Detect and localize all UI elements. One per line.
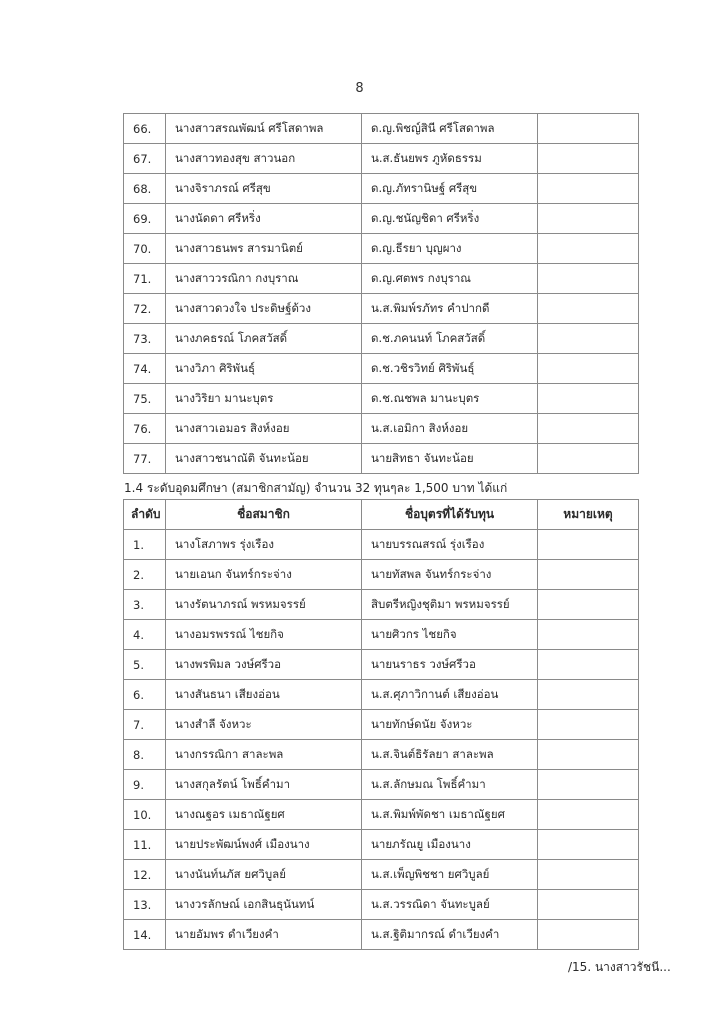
row-number-cell: 66. — [124, 114, 166, 144]
member-name-cell: นางวิริยา มานะบุตร — [166, 384, 362, 414]
table-row — [124, 800, 639, 830]
child-name-cell: ด.ญ.ศตพร กงบุราณ — [362, 264, 538, 294]
note-cell — [538, 234, 639, 264]
note-cell — [538, 680, 639, 710]
note-cell — [538, 530, 639, 560]
child-name-cell: นายทัสพล จันทร์กระจ่าง — [362, 560, 538, 590]
row-number-cell: 68. — [124, 174, 166, 204]
child-name-cell: นายบรรณสรณ์ รุ่งเรือง — [362, 530, 538, 560]
child-name-cell: ด.ญ.พิชญ์สินี ศรีโสดาพล — [362, 114, 538, 144]
section-heading: 1.4 ระดับอุดมศึกษา (สมาชิกสามัญ) จำนวน 32 ทุนๆละ 1,500 บาท ได้แก่ — [124, 481, 508, 495]
note-cell — [538, 204, 639, 234]
row-number-cell: 72. — [124, 294, 166, 324]
child-name-cell: นายนราธร วงษ์ศรีวอ — [362, 650, 538, 680]
note-cell — [538, 354, 639, 384]
row-number-cell: 2. — [124, 560, 166, 590]
table-row — [124, 444, 639, 474]
table-row — [124, 174, 639, 204]
table-row — [124, 680, 639, 710]
table-row — [124, 920, 639, 950]
child-name-cell: ด.ช.ณชพล มานะบุตร — [362, 384, 538, 414]
table-row — [124, 114, 639, 144]
table-row — [124, 204, 639, 234]
child-name-cell: นายภรัณยู เมืองนาง — [362, 830, 538, 860]
child-name-cell: นายศิวกร ไชยกิจ — [362, 620, 538, 650]
note-cell — [538, 384, 639, 414]
table-row — [124, 830, 639, 860]
child-name-cell: สิบตรีหญิงชุติมา พรหมจรรย์ — [362, 590, 538, 620]
member-name-cell: นางสาวทองสุข สาวนอก — [166, 144, 362, 174]
row-number-cell: 71. — [124, 264, 166, 294]
member-name-cell: นางสาวสรณพัฒน์ ศรีโสดาพล — [166, 114, 362, 144]
child-name-cell: น.ส.ศุภาวิกานต์ เสียงอ่อน — [362, 680, 538, 710]
member-name-cell: นางวิภา ศิริพันธุ์ — [166, 354, 362, 384]
member-name-cell: นางนันท์นภัส ยศวิบูลย์ — [166, 860, 362, 890]
child-name-cell: น.ส.เพ็ญพิชชา ยศวิบูลย์ — [362, 860, 538, 890]
member-name-cell: นางสาววรณิกา กงบุราณ — [166, 264, 362, 294]
note-cell — [538, 590, 639, 620]
table-row — [124, 414, 639, 444]
page-number: 8 — [355, 81, 364, 96]
note-cell — [538, 144, 639, 174]
row-number-cell: 73. — [124, 324, 166, 354]
row-number-cell: 70. — [124, 234, 166, 264]
table-row — [124, 740, 639, 770]
child-name-cell: น.ส.วรรณิดา จันทะบูลย์ — [362, 890, 538, 920]
row-number-cell: 77. — [124, 444, 166, 474]
note-cell — [538, 890, 639, 920]
continuation-note: /15. นางสาวรัชนี... — [568, 960, 671, 974]
member-name-cell: นางสำลี จังหวะ — [166, 710, 362, 740]
child-name-cell: น.ส.ฐิติมากรณ์ ดำเวียงคำ — [362, 920, 538, 950]
member-name-cell: นางณฐอร เมธาณัฐยศ — [166, 800, 362, 830]
row-number-cell: 67. — [124, 144, 166, 174]
member-name-cell: นางกรรณิกา สาละพล — [166, 740, 362, 770]
child-name-cell: น.ส.ธันยพร ภูหัดธรรม — [362, 144, 538, 174]
note-cell — [538, 740, 639, 770]
child-name-cell: น.ส.ลักษมณ โพธิ์คำมา — [362, 770, 538, 800]
member-name-cell: นางพรพิมล วงษ์ศรีวอ — [166, 650, 362, 680]
member-name-cell: นางสาวดวงใจ ประดิษฐ์ด้วง — [166, 294, 362, 324]
table-row — [124, 354, 639, 384]
row-number-cell: 1. — [124, 530, 166, 560]
row-number-cell: 8. — [124, 740, 166, 770]
header-note: หมายเหตุ — [538, 500, 639, 530]
member-name-cell: นายอัมพร ดำเวียงคำ — [166, 920, 362, 950]
table-row — [124, 620, 639, 650]
row-number-cell: 6. — [124, 680, 166, 710]
note-cell — [538, 444, 639, 474]
child-name-cell: น.ส.เอมิกา สิงห์งอย — [362, 414, 538, 444]
row-number-cell: 69. — [124, 204, 166, 234]
note-cell — [538, 174, 639, 204]
row-number-cell: 4. — [124, 620, 166, 650]
member-name-cell: นางภคธรณ์ โภคสวัสดิ์ — [166, 324, 362, 354]
member-name-cell: นางสกุลรัตน์ โพธิ์คำมา — [166, 770, 362, 800]
scholarship-table-higher-education — [123, 499, 639, 950]
note-cell — [538, 294, 639, 324]
note-cell — [538, 650, 639, 680]
row-number-cell: 76. — [124, 414, 166, 444]
header-child: ชื่อบุตรที่ได้รับทุน — [362, 500, 538, 530]
member-name-cell: นางสาวชนาณัติ จันทะน้อย — [166, 444, 362, 474]
note-cell — [538, 620, 639, 650]
member-name-cell: นางรัตนาภรณ์ พรหมจรรย์ — [166, 590, 362, 620]
row-number-cell: 75. — [124, 384, 166, 414]
table-row — [124, 560, 639, 590]
note-cell — [538, 114, 639, 144]
child-name-cell: ด.ญ.ธีรยา บุญผาง — [362, 234, 538, 264]
member-name-cell: นางสาวธนพร สารมานิตย์ — [166, 234, 362, 264]
note-cell — [538, 800, 639, 830]
note-cell — [538, 830, 639, 860]
table-row — [124, 650, 639, 680]
member-name-cell: นางสันธนา เสียงอ่อน — [166, 680, 362, 710]
row-number-cell: 14. — [124, 920, 166, 950]
note-cell — [538, 860, 639, 890]
member-name-cell: นางอมรพรรณ์ ไชยกิจ — [166, 620, 362, 650]
child-name-cell: นายสิทธา จันทะน้อย — [362, 444, 538, 474]
table-row — [124, 890, 639, 920]
child-name-cell: นายทักษ์ดนัย จังหวะ — [362, 710, 538, 740]
row-number-cell: 12. — [124, 860, 166, 890]
table-row — [124, 294, 639, 324]
table-header-row — [124, 500, 639, 530]
row-number-cell: 13. — [124, 890, 166, 920]
note-cell — [538, 710, 639, 740]
member-name-cell: นางวรลักษณ์ เอกสินธุนันทน์ — [166, 890, 362, 920]
header-no: ลำดับ — [124, 500, 166, 530]
child-name-cell: ด.ญ.ชนัญชิดา ศรีหริ่ง — [362, 204, 538, 234]
child-name-cell: น.ส.พิมพ์พัดชา เมธาณัฐยศ — [362, 800, 538, 830]
row-number-cell: 11. — [124, 830, 166, 860]
table-row — [124, 710, 639, 740]
note-cell — [538, 560, 639, 590]
member-name-cell: นายประพัฒน์พงศ์ เมืองนาง — [166, 830, 362, 860]
table-row — [124, 770, 639, 800]
scholarship-table-continued — [123, 113, 639, 474]
child-name-cell: ด.ช.วชิรวิทย์ ศิริพันธุ์ — [362, 354, 538, 384]
note-cell — [538, 920, 639, 950]
member-name-cell: นางนัดดา ศรีหริ่ง — [166, 204, 362, 234]
table-row — [124, 590, 639, 620]
note-cell — [538, 770, 639, 800]
table-row — [124, 144, 639, 174]
row-number-cell: 74. — [124, 354, 166, 384]
member-name-cell: นางโสภาพร รุ่งเรือง — [166, 530, 362, 560]
note-cell — [538, 264, 639, 294]
table-row — [124, 384, 639, 414]
row-number-cell: 3. — [124, 590, 166, 620]
row-number-cell: 9. — [124, 770, 166, 800]
table-row — [124, 860, 639, 890]
table-row — [124, 324, 639, 354]
child-name-cell: ด.ช.ภคนนท์ โภคสวัสดิ์ — [362, 324, 538, 354]
table-row — [124, 264, 639, 294]
table-row — [124, 530, 639, 560]
table-row — [124, 234, 639, 264]
note-cell — [538, 324, 639, 354]
child-name-cell: น.ส.พิมพ์รภัทร คำปากดี — [362, 294, 538, 324]
row-number-cell: 10. — [124, 800, 166, 830]
member-name-cell: นายเอนก จันทร์กระจ่าง — [166, 560, 362, 590]
member-name-cell: นางจิราภรณ์ ศรีสุข — [166, 174, 362, 204]
row-number-cell: 7. — [124, 710, 166, 740]
child-name-cell: ด.ญ.ภัทรานิษฐ์ ศรีสุข — [362, 174, 538, 204]
header-member: ชื่อสมาชิก — [166, 500, 362, 530]
member-name-cell: นางสาวเอมอร สิงห์งอย — [166, 414, 362, 444]
row-number-cell: 5. — [124, 650, 166, 680]
note-cell — [538, 414, 639, 444]
child-name-cell: น.ส.จินต์ธิรัลยา สาละพล — [362, 740, 538, 770]
